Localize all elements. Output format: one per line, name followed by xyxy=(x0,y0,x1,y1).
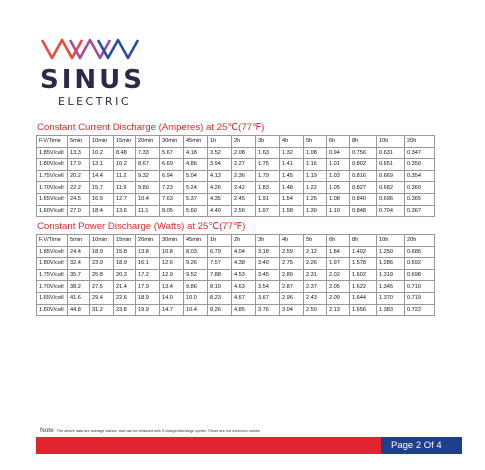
value-cell: 44.8 xyxy=(68,304,90,316)
value-cell: 18.4 xyxy=(90,205,114,217)
value-cell: 3.45 xyxy=(256,269,280,281)
column-header: 30min xyxy=(160,136,184,148)
value-cell: 14.0 xyxy=(160,292,184,304)
column-header: F.V/Time xyxy=(37,235,68,247)
logo-wordmark: SINUS xyxy=(40,65,145,95)
value-cell: 31.2 xyxy=(90,304,114,316)
value-cell: 4.53 xyxy=(232,269,256,281)
column-header: 5min xyxy=(68,136,90,148)
value-cell: 10.8 xyxy=(160,246,184,258)
value-cell: 9.26 xyxy=(184,258,208,270)
table-row xyxy=(37,258,435,270)
value-cell: 13.4 xyxy=(160,281,184,293)
column-header: 3h xyxy=(256,235,280,247)
column-header: 20h xyxy=(405,136,435,148)
table-row xyxy=(37,170,435,182)
value-cell: 3.18 xyxy=(256,246,280,258)
column-header: 45min xyxy=(184,235,208,247)
value-cell: 9.80 xyxy=(136,182,160,194)
column-header: 10h xyxy=(377,235,405,247)
value-cell: 1.345 xyxy=(377,281,405,293)
value-cell: 13.8 xyxy=(136,246,160,258)
value-cell: 1.83 xyxy=(256,182,280,194)
value-cell: 0.360 xyxy=(405,182,435,194)
value-cell: 41.6 xyxy=(68,292,90,304)
value-cell: 2.42 xyxy=(232,182,256,194)
table-row xyxy=(37,193,435,205)
value-cell: 4.63 xyxy=(232,281,256,293)
value-cell: 9.86 xyxy=(184,281,208,293)
value-cell: 1.79 xyxy=(256,170,280,182)
value-cell: 0.682 xyxy=(377,182,405,194)
value-cell: 0.722 xyxy=(405,304,435,316)
value-cell: 1.286 xyxy=(377,258,405,270)
value-cell: 1.578 xyxy=(350,258,377,270)
value-cell: 17.2 xyxy=(136,269,160,281)
value-cell: 2.05 xyxy=(327,281,350,293)
value-cell: 18.9 xyxy=(136,292,160,304)
column-header: 1h xyxy=(208,235,232,247)
value-cell: 2.75 xyxy=(280,258,304,270)
value-cell: 8.03 xyxy=(184,246,208,258)
table-row xyxy=(37,269,435,281)
value-cell: 6.69 xyxy=(160,159,184,171)
value-cell: 2.27 xyxy=(232,159,256,171)
value-cell: 12.9 xyxy=(160,269,184,281)
column-header: 5h xyxy=(304,235,327,247)
value-cell: 38.2 xyxy=(68,281,90,293)
value-cell: 0.631 xyxy=(377,147,405,159)
value-cell: 32.4 xyxy=(68,258,90,270)
value-cell: 2.59 xyxy=(280,246,304,258)
value-cell: 1.644 xyxy=(350,292,377,304)
column-header: 2h xyxy=(232,136,256,148)
value-cell: 0.802 xyxy=(350,159,377,171)
value-cell: 1.383 xyxy=(377,304,405,316)
value-cell: 0.696 xyxy=(377,193,405,205)
value-cell: 13.1 xyxy=(90,159,114,171)
column-header: 1h xyxy=(208,136,232,148)
value-cell: 11.1 xyxy=(136,205,160,217)
table-row xyxy=(37,292,435,304)
value-cell: 1.63 xyxy=(256,147,280,159)
current-discharge-table xyxy=(36,135,435,217)
value-cell: 9.32 xyxy=(136,170,160,182)
column-header: 5min xyxy=(68,235,90,247)
value-cell: 11.9 xyxy=(114,182,136,194)
column-header: 4h xyxy=(280,136,304,148)
row-label-cell: 1.65V/cell xyxy=(37,292,68,304)
value-cell: 17.9 xyxy=(68,159,90,171)
row-label-cell: 1.85V/cell xyxy=(37,147,68,159)
value-cell: 1.370 xyxy=(377,292,405,304)
column-header: 15min xyxy=(114,235,136,247)
power-discharge-table xyxy=(36,234,435,316)
value-cell: 1.58 xyxy=(280,205,304,217)
value-cell: 1.03 xyxy=(327,170,350,182)
value-cell: 2.02 xyxy=(327,269,350,281)
column-header: 15min xyxy=(114,136,136,148)
value-cell: 0.686 xyxy=(405,246,435,258)
value-cell: 8.10 xyxy=(208,281,232,293)
value-cell: 10.4 xyxy=(136,193,160,205)
table-row xyxy=(37,281,435,293)
value-cell: 12.7 xyxy=(114,193,136,205)
value-cell: 8.23 xyxy=(208,292,232,304)
value-cell: 9.52 xyxy=(184,269,208,281)
value-cell: 1.54 xyxy=(280,193,304,205)
value-cell: 3.94 xyxy=(208,159,232,171)
column-header: 45min xyxy=(184,136,208,148)
value-cell: 0.651 xyxy=(377,159,405,171)
value-cell: 1.84 xyxy=(327,246,350,258)
value-cell: 7.88 xyxy=(208,269,232,281)
value-cell: 2.87 xyxy=(280,281,304,293)
table-row xyxy=(37,205,435,217)
value-cell: 23.8 xyxy=(114,304,136,316)
row-label-cell: 1.85V/cell xyxy=(37,246,68,258)
value-cell: 2.36 xyxy=(232,170,256,182)
value-cell: 4.85 xyxy=(232,304,256,316)
value-cell: 2.13 xyxy=(327,304,350,316)
column-header: 5h xyxy=(304,136,327,148)
table-row xyxy=(37,246,435,258)
value-cell: 17.9 xyxy=(136,281,160,293)
row-label-cell: 1.75V/cell xyxy=(37,170,68,182)
column-header: 2h xyxy=(232,235,256,247)
value-cell: 3.67 xyxy=(256,292,280,304)
page-number: Page 2 Of 4 xyxy=(391,440,442,451)
value-cell: 4.18 xyxy=(184,147,208,159)
value-cell: 24.5 xyxy=(68,193,90,205)
value-cell: 14.7 xyxy=(160,304,184,316)
value-cell: 7.57 xyxy=(208,258,232,270)
value-cell: 24.4 xyxy=(68,246,90,258)
value-cell: 13.6 xyxy=(114,205,136,217)
value-cell: 15.8 xyxy=(114,246,136,258)
value-cell: 1.492 xyxy=(350,246,377,258)
value-cell: 0.669 xyxy=(377,170,405,182)
column-header: 6h xyxy=(327,136,350,148)
value-cell: 2.08 xyxy=(232,147,256,159)
column-header: 8h xyxy=(350,136,377,148)
value-cell: 4.40 xyxy=(208,205,232,217)
value-cell: 22.2 xyxy=(68,182,90,194)
value-cell: 4.26 xyxy=(208,182,232,194)
value-cell: 0.827 xyxy=(350,182,377,194)
value-cell: 2.50 xyxy=(304,304,327,316)
value-cell: 8.67 xyxy=(136,159,160,171)
value-cell: 3.40 xyxy=(256,258,280,270)
value-cell: 10.2 xyxy=(90,147,114,159)
value-cell: 2.12 xyxy=(304,246,327,258)
row-label-cell: 1.75V/cell xyxy=(37,269,68,281)
value-cell: 5.37 xyxy=(184,193,208,205)
value-cell: 6.94 xyxy=(160,170,184,182)
value-cell: 6.79 xyxy=(208,246,232,258)
value-cell: 4.04 xyxy=(232,246,256,258)
value-cell: 0.710 xyxy=(405,281,435,293)
value-cell: 1.08 xyxy=(327,193,350,205)
value-cell: 29.4 xyxy=(90,292,114,304)
value-cell: 19.9 xyxy=(136,304,160,316)
value-cell: 1.319 xyxy=(377,269,405,281)
value-cell: 10.0 xyxy=(184,292,208,304)
value-cell: 1.622 xyxy=(350,281,377,293)
column-header: 10min xyxy=(90,235,114,247)
value-cell: 7.63 xyxy=(160,193,184,205)
row-label-cell: 1.60V/cell xyxy=(37,205,68,217)
value-cell: 0.840 xyxy=(350,193,377,205)
value-cell: 2.37 xyxy=(304,281,327,293)
column-header: F.V/Time xyxy=(37,136,68,148)
value-cell: 1.05 xyxy=(327,182,350,194)
value-cell: 8.26 xyxy=(208,304,232,316)
value-cell: 2.09 xyxy=(327,292,350,304)
value-cell: 23.9 xyxy=(90,258,114,270)
value-cell: 8.48 xyxy=(114,147,136,159)
row-label-cell: 1.65V/cell xyxy=(37,193,68,205)
value-cell: 4.67 xyxy=(232,292,256,304)
column-header: 10min xyxy=(90,136,114,148)
value-cell: 7.23 xyxy=(160,182,184,194)
value-cell: 2.43 xyxy=(304,292,327,304)
current-table-title: Constant Current Discharge (Amperes) at 25℃(77℉) xyxy=(37,122,265,133)
column-header: 4h xyxy=(280,235,304,247)
table-row xyxy=(37,159,435,171)
value-cell: 7.33 xyxy=(136,147,160,159)
column-header: 3h xyxy=(256,136,280,148)
column-header: 8h xyxy=(350,235,377,247)
column-header: 20min xyxy=(136,235,160,247)
value-cell: 1.97 xyxy=(327,258,350,270)
value-cell: 4.38 xyxy=(232,258,256,270)
value-cell: 3.52 xyxy=(208,147,232,159)
table-row xyxy=(37,304,435,316)
row-label-cell: 1.60V/cell xyxy=(37,304,68,316)
value-cell: 0.719 xyxy=(405,292,435,304)
value-cell: 8.05 xyxy=(160,205,184,217)
row-label-cell: 1.80V/cell xyxy=(37,258,68,270)
value-cell: 15.7 xyxy=(90,182,114,194)
value-cell: 1.22 xyxy=(304,182,327,194)
value-cell: 21.4 xyxy=(114,281,136,293)
value-cell: 2.45 xyxy=(232,193,256,205)
value-cell: 0.848 xyxy=(350,205,377,217)
value-cell: 16.9 xyxy=(90,193,114,205)
wave-logo-icon xyxy=(40,34,140,64)
value-cell: 0.756 xyxy=(350,147,377,159)
value-cell: 12.6 xyxy=(160,258,184,270)
value-cell: 2.56 xyxy=(232,205,256,217)
value-cell: 0.816 xyxy=(350,170,377,182)
value-cell: 4.13 xyxy=(208,170,232,182)
value-cell: 3.04 xyxy=(280,304,304,316)
value-cell: 0.354 xyxy=(405,170,435,182)
value-cell: 5.04 xyxy=(184,170,208,182)
value-cell: 0.704 xyxy=(377,205,405,217)
value-cell: 1.01 xyxy=(327,159,350,171)
column-header: 20min xyxy=(136,136,160,148)
value-cell: 16.1 xyxy=(136,258,160,270)
value-cell: 3.54 xyxy=(256,281,280,293)
column-header: 10h xyxy=(377,136,405,148)
company-logo xyxy=(40,34,145,114)
value-cell: 1.30 xyxy=(304,205,327,217)
value-cell: 1.25 xyxy=(304,193,327,205)
value-cell: 3.76 xyxy=(256,304,280,316)
value-cell: 0.692 xyxy=(405,258,435,270)
value-cell: 22.6 xyxy=(114,292,136,304)
value-cell: 0.365 xyxy=(405,193,435,205)
value-cell: 2.96 xyxy=(280,292,304,304)
value-cell: 1.45 xyxy=(280,170,304,182)
value-cell: 18.9 xyxy=(90,246,114,258)
row-label-cell: 1.70V/cell xyxy=(37,281,68,293)
value-cell: 14.4 xyxy=(90,170,114,182)
value-cell: 1.16 xyxy=(304,159,327,171)
value-cell: 4.86 xyxy=(184,159,208,171)
value-cell: 0.350 xyxy=(405,159,435,171)
value-cell: 2.31 xyxy=(304,269,327,281)
value-cell: 2.26 xyxy=(304,258,327,270)
value-cell: 18.9 xyxy=(114,258,136,270)
row-label-cell: 1.80V/cell xyxy=(37,159,68,171)
row-label-cell: 1.70V/cell xyxy=(37,182,68,194)
value-cell: 11.2 xyxy=(114,170,136,182)
value-cell: 27.0 xyxy=(68,205,90,217)
value-cell: 20.2 xyxy=(68,170,90,182)
value-cell: 5.24 xyxy=(184,182,208,194)
table-row xyxy=(37,147,435,159)
table-header-row xyxy=(37,235,435,247)
value-cell: 1.75 xyxy=(256,159,280,171)
column-header: 6h xyxy=(327,235,350,247)
column-header: 20h xyxy=(405,235,435,247)
value-cell: 1.602 xyxy=(350,269,377,281)
value-cell: 0.367 xyxy=(405,205,435,217)
table-row xyxy=(37,182,435,194)
value-cell: 1.48 xyxy=(280,182,304,194)
table-header-row xyxy=(37,136,435,148)
footnote xyxy=(40,427,261,434)
value-cell: 1.08 xyxy=(304,147,327,159)
value-cell: 1.10 xyxy=(327,205,350,217)
value-cell: 1.97 xyxy=(256,205,280,217)
note-label: Note xyxy=(40,427,54,434)
value-cell: 2.80 xyxy=(280,269,304,281)
value-cell: 20.3 xyxy=(114,269,136,281)
value-cell: 0.698 xyxy=(405,269,435,281)
value-cell: 35.7 xyxy=(68,269,90,281)
column-header: 30min xyxy=(160,235,184,247)
power-table-title: Constant Power Discharge (Watts) at 25℃(77℉) xyxy=(37,221,246,232)
value-cell: 5.60 xyxy=(184,205,208,217)
value-cell: 0.347 xyxy=(405,147,435,159)
value-cell: 1.656 xyxy=(350,304,377,316)
value-cell: 25.8 xyxy=(90,269,114,281)
value-cell: 1.91 xyxy=(256,193,280,205)
value-cell: 10.2 xyxy=(114,159,136,171)
value-cell: 1.250 xyxy=(377,246,405,258)
value-cell: 4.35 xyxy=(208,193,232,205)
value-cell: 10.4 xyxy=(184,304,208,316)
value-cell: 0.94 xyxy=(327,147,350,159)
value-cell: 1.32 xyxy=(280,147,304,159)
logo-subtitle: ELECTRIC xyxy=(58,95,131,108)
value-cell: 1.19 xyxy=(304,170,327,182)
note-text: The above data are average values, and can be obtained with 3 charge/discharge cycles. These are not minimum values. xyxy=(56,429,261,433)
value-cell: 27.5 xyxy=(90,281,114,293)
value-cell: 13.3 xyxy=(68,147,90,159)
value-cell: 5.67 xyxy=(160,147,184,159)
value-cell: 1.41 xyxy=(280,159,304,171)
